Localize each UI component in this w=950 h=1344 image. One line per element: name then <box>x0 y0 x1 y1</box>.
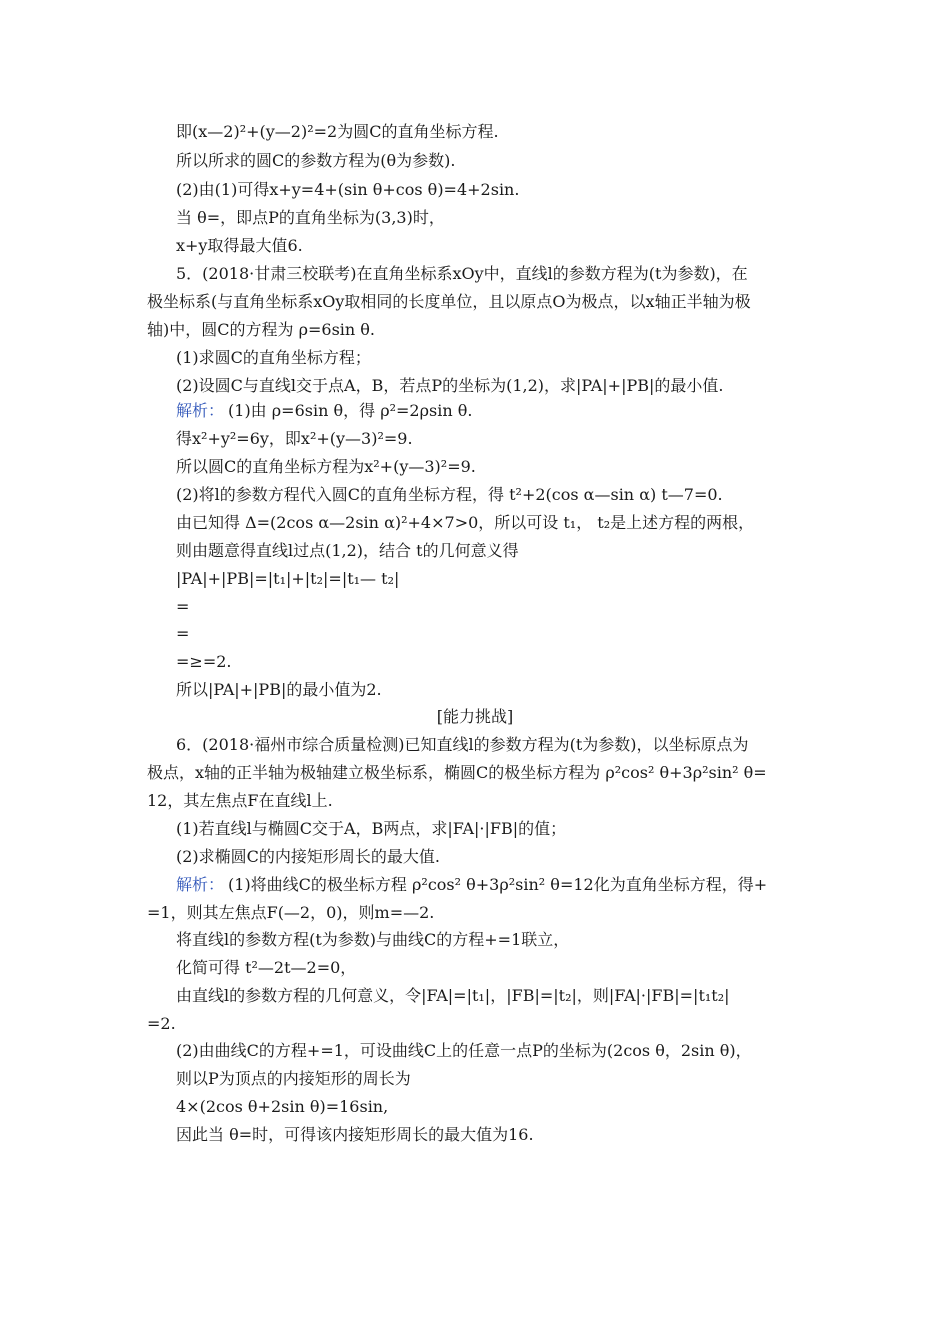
text-line: (2)由(1)可得x+y=4+(sin θ+cos θ)=4+2sin. <box>176 180 520 199</box>
text-line: 由已知得 Δ=(2cos α—2sin α)²+4×7>0，所以可设 t₁， t₂是上述方程的两根， <box>176 513 755 532</box>
text-line: = <box>176 624 190 643</box>
text-line: =≥=2. <box>176 652 232 671</box>
solution-line <box>176 401 472 421</box>
text-line: 所以圆C的直角坐标方程为x²+(y—3)²=9. <box>176 457 476 476</box>
text-line: 所以|PA|+|PB|的最小值为2. <box>176 680 382 699</box>
text-line: x+y取得最大值6. <box>176 236 303 255</box>
text-line: |PA|+|PB|=|t₁|+|t₂|=|t₁— t₂| <box>176 569 400 588</box>
text-segment: (1)由 ρ=6sin θ，得 ρ²=2ρsin θ. <box>228 401 473 420</box>
text-line: 将直线l的参数方程(t为参数)与曲线C的方程+=1联立， <box>176 930 570 949</box>
text-line: =1，则其左焦点F(—2，0)，则m=—2. <box>147 903 435 922</box>
text-line: =2. <box>147 1014 176 1033</box>
text-line: 所以所求的圆C的参数方程为(θ为参数). <box>176 151 456 170</box>
solution-label: 解析： <box>176 875 225 894</box>
text-line: 化简可得 t²—2t—2=0， <box>176 958 357 977</box>
problem-6-line: 6．(2018·福州市综合质量检测)已知直线l的参数方程为(t为参数)，以坐标原点为 <box>176 735 749 754</box>
text-line: 当 θ=，即点P的直角坐标为(3,3)时， <box>176 208 445 227</box>
text-line: 极坐标系(与直角坐标系xOy取相同的长度单位，且以原点O为极点，以x轴正半轴为极 <box>147 292 751 311</box>
text-line: (1)若直线l与椭圆C交于A，B两点，求|FA|·|FB|的值； <box>176 819 567 838</box>
text-line: 则以P为顶点的内接矩形的周长为 <box>176 1069 411 1088</box>
solution-line <box>176 875 767 895</box>
text-line: 则由题意得直线l过点(1,2)，结合 t的几何意义得 <box>176 541 519 560</box>
problem-5-line: 5．(2018·甘肃三校联考)在直角坐标系xOy中，直线l的参数方程为(t为参数)，在 <box>176 264 748 283</box>
section-heading: [能力挑战] <box>436 707 514 726</box>
text-line: (2)由曲线C的方程+=1，可设曲线C上的任意一点P的坐标为(2cos θ，2sin θ)， <box>176 1041 752 1060</box>
text-line: 12，其左焦点F在直线l上. <box>147 791 333 810</box>
text-line: (2)设圆C与直线l交于点A，B，若点P的坐标为(1,2)，求|PA|+|PB|的最小值. <box>176 376 724 395</box>
text-line: 即(x—2)²+(y—2)²=2为圆C的直角坐标方程. <box>176 122 499 141</box>
text-line: (2)将l的参数方程代入圆C的直角坐标方程，得 t²+2(cos α—sin α) t—7=0. <box>176 485 723 504</box>
solution-label: 解析： <box>176 401 225 420</box>
text-line: (2)求椭圆C的内接矩形周长的最大值. <box>176 847 440 866</box>
text-line: 极点，x轴的正半轴为极轴建立极坐标系，椭圆C的极坐标方程为 ρ²cos² θ+3ρ²sin² θ= <box>147 763 767 782</box>
text-line: (1)求圆C的直角坐标方程； <box>176 348 371 367</box>
text-line: = <box>176 597 190 616</box>
text-line: 得x²+y²=6y，即x²+(y—3)²=9. <box>176 429 413 448</box>
text-line: 因此当 θ=时，可得该内接矩形周长的最大值为16. <box>176 1125 534 1144</box>
text-line: 轴)中，圆C的方程为 ρ=6sin θ. <box>147 320 376 339</box>
text-line: 4×(2cos θ+2sin θ)=16sin, <box>176 1097 389 1116</box>
text-line: 由直线l的参数方程的几何意义，令|FA|=|t₁|，|FB|=|t₂|，则|FA|·|FB|=|t₁t₂| <box>176 986 730 1005</box>
text-segment: (1)将曲线C的极坐标方程 ρ²cos² θ+3ρ²sin² θ=12化为直角坐标方程，得+ <box>228 875 768 894</box>
